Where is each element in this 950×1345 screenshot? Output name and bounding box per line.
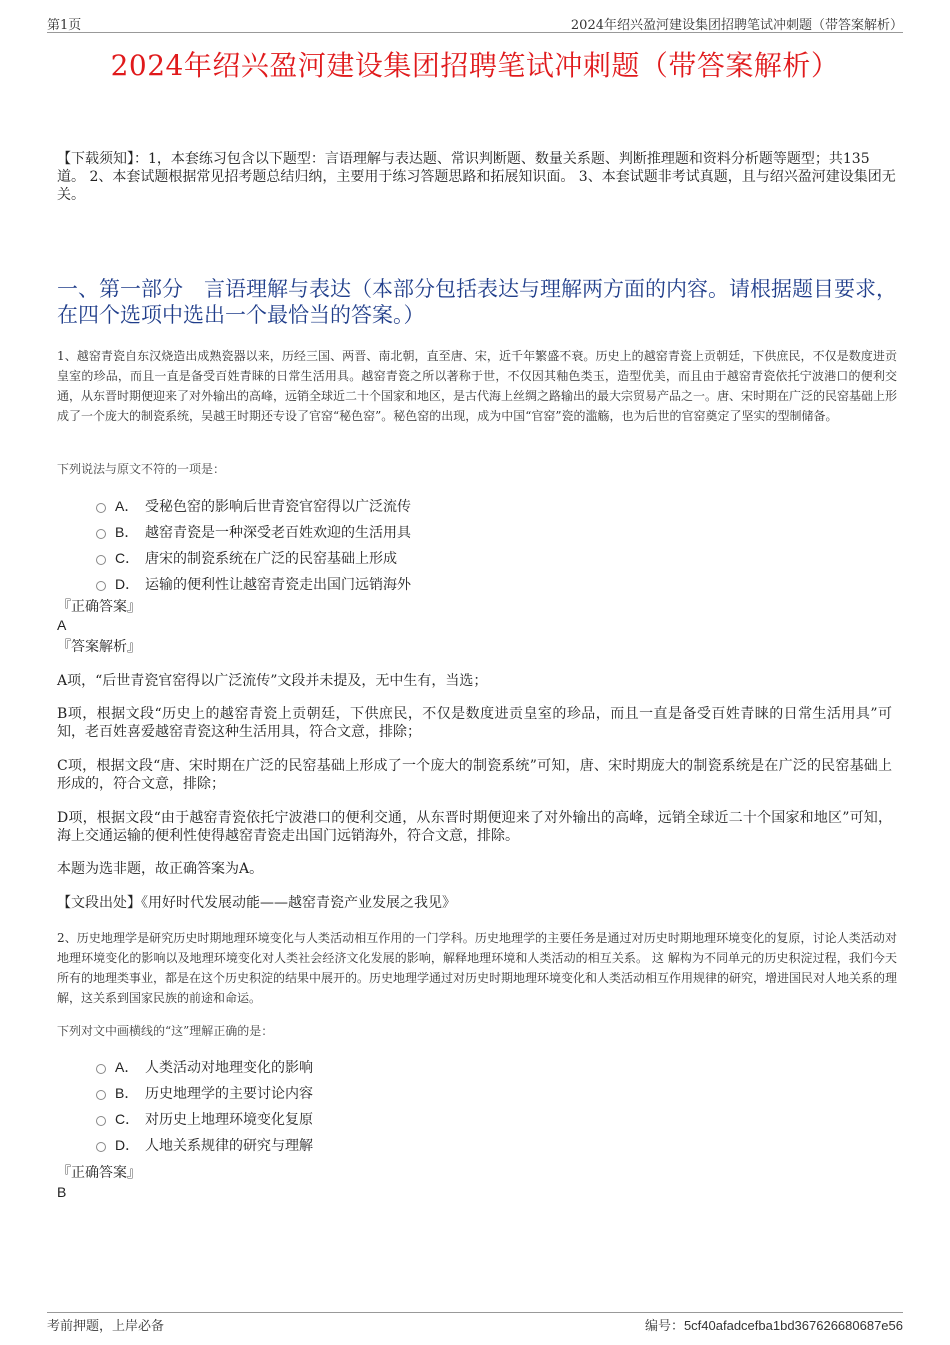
footer-slogan: 考前押题，上岸必备 <box>47 1319 165 1334</box>
question-2-passage: 2、历史地理学是研究历史时期地理环境变化与人类活动相互作用的一门学科。历史地理学的主要任务是通过对历史时期地理环境变化的复原，讨论人类活动对地理环境变化的影响以及地理环境变化对人类社会经济文化发展的影响，解释地理环境和人类活动的相互关系。 这 解构为不同单元的历史积淀过程，我们今天所有的地理类事业，都是在这个历史积淀的结果中展开的。历史地理学通过对历史时期地理环境变化和人类活动相互作用规律的研究，增进国民对人地关系的理解，这关系到国家民族的前途和命运。 <box>57 931 898 1005</box>
option-c[interactable]: C． 唐宋的制瓷系统在广泛的民窑基础上形成 <box>96 545 796 571</box>
radio-icon[interactable] <box>96 555 106 565</box>
footer-doc-id: 编号：5cf40afadcefba1bd367626680687e56 <box>644 1318 903 1333</box>
analysis-item-c: C项，根据文段“唐、宋时期在广泛的民窑基础上形成了一个庞大的制瓷系统”可知，唐、宋时期庞大的制瓷系统是在广泛的民窑基础上形成的，符合文意，排除； <box>57 758 892 792</box>
option-d[interactable]: D． 运输的便利性让越窑青瓷走出国门远销海外 <box>96 571 796 597</box>
answer-value: A <box>57 617 67 633</box>
header-doc-title: 2024年绍兴盈河建设集团招聘笔试冲刺题（带答案解析） <box>570 18 903 33</box>
page-header <box>47 14 903 33</box>
radio-icon[interactable] <box>96 1116 106 1126</box>
option-b[interactable]: B． 越窑青瓷是一种深受老百姓欢迎的生活用具 <box>96 519 796 545</box>
radio-icon[interactable] <box>96 529 106 539</box>
radio-icon[interactable] <box>96 1142 106 1152</box>
analysis-item-b: B项，根据文段“历史上的越窑青瓷上贡朝廷，下供庶民，不仅是数度进贡皇室的珍品，而且一直是备受百姓青睐的日常生活用具”可知，老百姓喜爱越窑青瓷这种生活用具，符合文意，排除； <box>57 706 892 740</box>
page-footer <box>47 1312 903 1334</box>
radio-icon[interactable] <box>96 503 106 513</box>
question-1-passage: 1、越窑青瓷自东汉烧造出成熟瓷器以来，历经三国、两晋、南北朝，直至唐、宋，近千年繁盛不衰。历史上的越窑青瓷上贡朝廷，下供庶民，不仅是数度进贡皇室的珍品，而且一直是备受百姓青睐的日常生活用具。越窑青瓷之所以著称于世，不仅因其釉色类玉，造型优美，而且由于越窑青瓷依托宁波港口的便利交通，从东晋时期便迎来了对外输出的高峰，远销全球近二十个国家和地区，是古代海上丝绸之路输出的最大宗贸易产品之一。唐、宋时期在广泛的民窑基础上形成了一个庞大的制瓷系统，吴越王时期还专设了官窑“秘色窑”。秘色窑的出现，成为中国“官窑”瓷的滥觞，也为后世的官窑奠定了坚实的型制储备。 <box>57 349 898 423</box>
analysis-item-d: D项，根据文段“由于越窑青瓷依托宁波港口的便利交通，从东晋时期便迎来了对外输出的高峰，远销全球近二十个国家和地区”可知，海上交通运输的便利性使得越窑青瓷走出国门远销海外，符合文意，排除。 <box>57 810 892 844</box>
option-d[interactable]: D． 人地关系规律的研究与理解 <box>96 1132 796 1158</box>
radio-icon[interactable] <box>96 581 106 591</box>
option-a[interactable]: A． 受秘色窑的影响后世青瓷官窑得以广泛流传 <box>96 493 796 519</box>
page-title: 2024年绍兴盈河建设集团招聘笔试冲刺题（带答案解析） <box>110 49 840 82</box>
option-c[interactable]: C． 对历史上地理环境变化复原 <box>96 1106 796 1132</box>
page-number: 第1页 <box>47 18 82 33</box>
radio-icon[interactable] <box>96 1090 106 1100</box>
option-a[interactable]: A． 人类活动对地理变化的影响 <box>96 1054 796 1080</box>
radio-icon[interactable] <box>96 1064 106 1074</box>
question-2-prompt: 下列对文中画横线的“这”理解正确的是： <box>57 1024 274 1038</box>
section-title: 一、第一部分 言语理解与表达（本部分包括表达与理解两方面的内容。请根据题目要求，在四个选项中选出一个最恰当的答案。） <box>57 277 897 327</box>
option-b[interactable]: B． 历史地理学的主要讨论内容 <box>96 1080 796 1106</box>
question-2-options <box>96 1054 796 1158</box>
question-1-prompt: 下列说法与原文不符的一项是： <box>57 462 226 476</box>
answer-value: B <box>57 1184 67 1200</box>
question-1-options <box>96 493 796 597</box>
analysis-item-a: A项，“后世青瓷官窑得以广泛流传”文段并未提及，无中生有，当选； <box>57 673 488 689</box>
passage-source: 【文段出处】《用好时代发展动能——越窑青瓷产业发展之我见》 <box>57 895 456 911</box>
analysis-label: 『答案解析』 <box>57 639 141 655</box>
download-notice: 【下载须知】：1，本套练习包含以下题型：言语理解与表达题、常识判断题、数量关系题、判断推理题和资料分析题等题型；共135道。 2、本套试题根据常见招考题总结归纳，主要用于练习答题思路和拓展知识面。 3、本套试题非考试真题，且与绍兴盈河建设集团无关。 <box>57 151 896 203</box>
answer-label: 『正确答案』 <box>57 1165 141 1181</box>
analysis-conclusion: 本题为选非题，故正确答案为A。 <box>57 861 264 877</box>
answer-label: 『正确答案』 <box>57 599 141 615</box>
